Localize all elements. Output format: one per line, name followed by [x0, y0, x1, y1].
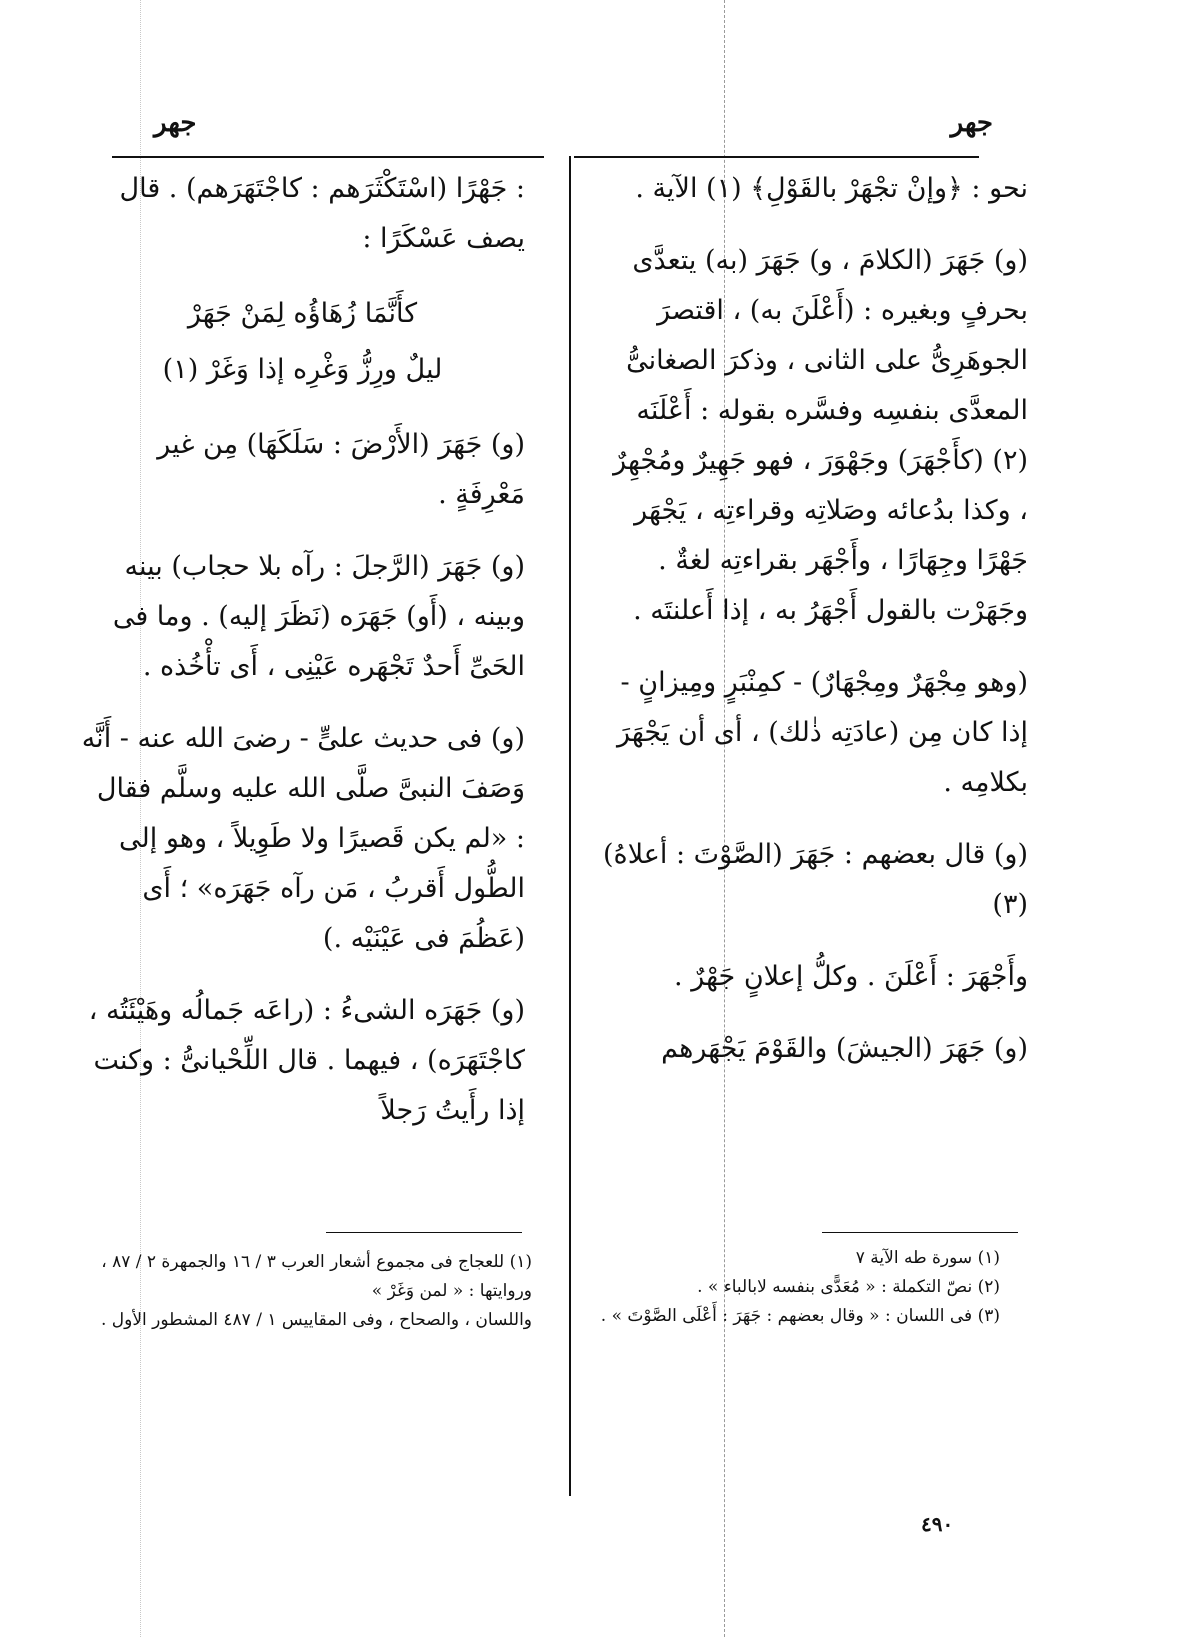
entry-paragraph: (و) جَهَرَ (الرَّجلَ : رآه بلا حجاب) بينه وبينه ، (أَو) جَهَرَه (نَظَرَ إليه) . وما فى الحَىِّ أَحدٌ تَجْهَره عَيْنِى ، أَى تأْخُذه . [112, 551, 525, 682]
verse-line: كأَنَّمَا زُهَاؤُه لِمَنْ جَهَرْ [187, 298, 418, 329]
footnote-rule-left [326, 1232, 522, 1233]
entry-paragraph: (و) جَهَرَه الشىءُ : (راعَه جَمالُه وهَيْئَتُه ، كاجْتَهَرَه) ، فيهما . قال اللِّحْيانىُّ : وكنت إذا رأَيتُ رَجلاً [88, 995, 525, 1126]
footnote: (٣) فى اللسان : « وقال بعضهم : جَهَرَ : أَعْلَى الصَّوْتَ » . [600, 1306, 1000, 1326]
footnote: (١) للعجاج فى مجموع أشعار العرب ٣ / ١٦ والجمهرة ٢ / ٨٧ ، وروايتها : « لمن وَغَرْ » [101, 1252, 532, 1301]
entry-paragraph: (و) جَهَرَ (الجيشَ) والقَوْمَ يَجْهَرهم [661, 1033, 1028, 1064]
page-number: ٤٩٠ [921, 1512, 954, 1536]
footnote-rule-right [822, 1232, 1018, 1233]
running-head-left: جهر [154, 108, 197, 138]
header-rule-left [112, 156, 544, 158]
entry-paragraph: نحو : ﴿وإنْ تجْهَرْ بالقَوْلِ﴾ (١) الآية . [635, 173, 1028, 204]
right-column [596, 164, 1028, 1096]
left-column [80, 164, 525, 1158]
footnotes-left [82, 1248, 532, 1335]
verse-line: ليلٌ ورِزُّ وَغْرِه إذا وَغَرْ (١) [162, 354, 443, 385]
entry-paragraph: وأَجْهَرَ : أَعْلَنَ . وكلُّ إعلانٍ جَهْرٌ . [674, 961, 1028, 992]
footnotes-right [590, 1244, 1000, 1331]
entry-paragraph: (و) فى حديث علىٍّ - رضىَ الله عنه - أَنَّه وَصَفَ النبىَّ صلَّى الله عليه وسلَّم فقال : «لم يكن قَصيرًا ولا طَوِيلاً ، وهو إلى الطُّول أَقربُ ، مَن رآه جَهَرَه» ؛ أَى (عَظُمَ فى عَيْنَيْه .) [81, 723, 525, 954]
entry-paragraph: (و) جَهَرَ (الأَرْضَ : سَلَكَهَا) مِن غير مَعْرِفَةٍ . [157, 429, 525, 510]
footnote: (٢) نصّ التكملة : « مُعَدًّى بنفسه لابالباء » . [697, 1277, 1000, 1297]
footnote: (١) سورة طه الآية ٧ [855, 1248, 1000, 1268]
footnote: واللسان ، والصحاح ، وفى المقاييس ١ / ٤٨٧ المشطور الأول . [100, 1310, 532, 1330]
entry-paragraph: (و) قال بعضهم : جَهَرَ (الصَّوْتَ : أعلاهُ) (٣) [603, 839, 1028, 920]
entry-paragraph: (وهو مِجْهَرٌ ومِجْهَارٌ) - كمِنْبَرٍ ومِيزانٍ - إذا كان مِن (عادَتِه ذٰلك) ، أى أن يَجْهَرَ بكلامِه . [617, 667, 1028, 798]
entry-paragraph: : جَهْرًا (اسْتَكْثَرَهم : كاجْتَهَرَهم) . قال يصف عَسْكَرًا : [119, 173, 525, 254]
column-divider [569, 156, 571, 1496]
entry-paragraph: (و) جَهَرَ (الكلامَ ، و) جَهَرَ (به) يتعدَّى بحرفٍ وبغيره : (أَعْلَنَ به) ، اقتصرَ الجوهَرِىُّ على الثانى ، وذكرَ الصغانىُّ المعدَّى بنفسِه وفسَّره بقوله : أَعْلَنَه (٢) (كأَجْهَرَ) وجَهْوَرَ ، فهو جَهِيرٌ ومُجْهِرٌ ، وكذا بدُعائه وصَلاتِه وقراءتِه ، يَجْهَر جَهْرًا وجِهَارًا ، وأَجْهَر بقراءتِه لغةٌ . وجَهَرْت بالقول أَجْهَرُ به ، إذا أَعلنتَه . [613, 245, 1028, 626]
poem-verse [80, 286, 525, 398]
running-head-right: جهر [950, 108, 993, 138]
header-rule-right [574, 156, 979, 158]
